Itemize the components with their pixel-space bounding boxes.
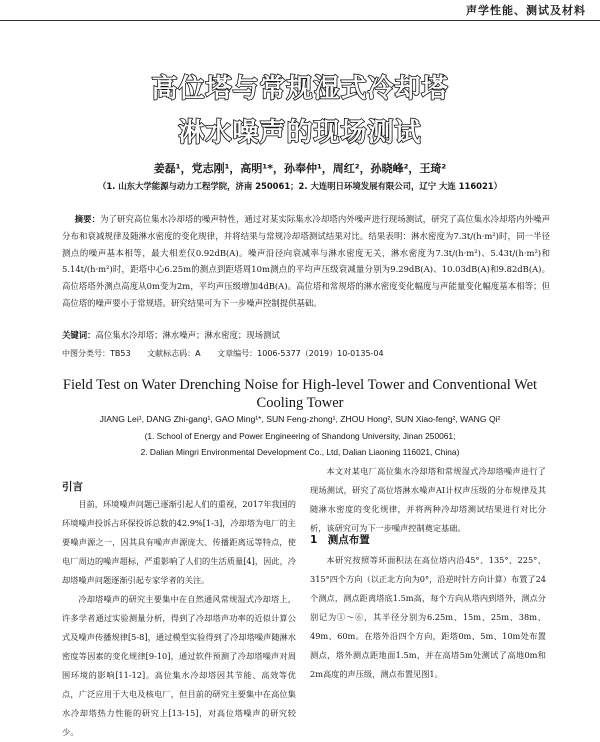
header-rule	[0, 20, 600, 21]
abstract-cn	[62, 211, 550, 312]
section1-heading: 1 测点布置	[310, 534, 370, 546]
keywords-cn	[62, 329, 280, 341]
abstract-text: 为了研究高位集水冷却塔的噪声特性，通过对某实际集水冷却塔内外噪声进行现场测试，研究了高位集水冷却塔内外噪声分布和衰减规律及随淋水密度的变化规律，并将结果与常规冷却塔测试结果对比。结果表明：淋水密度为7.3t/(h·m²)时，同一半径测点的噪声基本相等，最大相差仅0.92dB(A)。噪声沿径向衰减率与淋水密度无关，淋水密度为7.3t/(h·m²)、5.43t/(h·m²)和5.14t/(h·m²)时，距塔中心6.25m的测点到距塔周10m测点的平均声压级衰减量分别为9.29dB(A)、10.03dB(A)和9.82dB(A)。高位塔塔外测点高度从0m变为2m，平均声压级增加4dB(A)。高位塔和常规塔的淋水密度变化幅度与声能量变化幅度基本相等；但高位塔的噪声要小于常规塔。研究结果可为下一步噪声控制提供基础。	[62, 214, 551, 308]
title-cn-line1: 高位塔与常规湿式冷却塔	[151, 74, 449, 104]
classification-line	[62, 348, 398, 359]
authors-en: JIANG Lei¹, DANG Zhi-gang¹, GAO Ming¹*, SUN Feng-zhong¹, ZHOU Hong², SUN Xiao-feng², WANG Qi²	[99, 414, 501, 424]
clc-number: 中图分类号：TB53	[62, 349, 131, 358]
intro-body	[62, 495, 296, 737]
keywords-text: 高位集水冷却塔；淋水噪声；淋水密度；现场测试	[95, 330, 280, 340]
section1-body	[310, 551, 546, 723]
intro-paragraph-2: 冷却塔噪声的研究主要集中在自然通风常规湿式冷却塔上，许多学者通过实验测量分析，得到了冷却塔声功率的近似计算公式及噪声传播规律[5-8]，通过模型实验得到了冷却塔噪声随淋水密度等因素的变化规律[9-10]，通过软件预测了冷却塔噪声对周围环境的影响[11-12]。高位集水冷却塔因其节能、高效等优点，广泛应用于大电及核电厂，但目前的研究主要集中在高位集水冷却塔热力性能的研究上[13-15]，对高位塔噪声的研究较少。	[62, 594, 296, 737]
affiliation-en-1: (1. School of Energy and Power Engineering of Shandong University, Jinan 250061;	[144, 431, 456, 441]
right-column-intro	[310, 462, 546, 533]
abstract-label: 摘要：	[74, 214, 101, 224]
authors-cn: 姜磊¹，党志刚¹，高明¹*，孙奉仲¹，周红²，孙晓峰²，王琦²	[153, 162, 447, 175]
document-code: 文献标志码：A	[147, 349, 201, 358]
keywords-label: 关键词：	[62, 330, 96, 340]
running-header: 声学性能、测试及材料	[466, 4, 586, 17]
article-number: 文章编号：1006-5377（2019）10-0135-04	[217, 349, 384, 358]
title-en: Field Test on Water Drenching Noise for High-level Tower and Conventional Wet Cooling Tower	[62, 377, 538, 411]
right-paragraph-1: 本文对某电厂高位集水冷却塔和常规湿式冷却塔噪声进行了现场测试，研究了高位塔淋水噪声AI计权声压级的分布规律及其随淋水密度的变化规律，并将两种冷却塔测试结果进行对比分析，该研究可为下一步噪声控制奠定基础。	[310, 466, 546, 533]
intro-heading: 引言	[62, 481, 83, 493]
intro-paragraph-1: 目前，环境噪声问题已逐渐引起人们的重视，2017年我国的环境噪声投诉占环保投诉总数的42.9%[1-3]，冷却塔为电厂的主要噪声源之一，因其具有噪声声源庞大、传播距离远等特点，使电厂周边的噪声超标，严重影响了人们的生活质量[4]，因此，冷却塔噪声问题逐渐引起专家学者的关注。	[62, 499, 296, 585]
section1-paragraph: 本研究按照等环面积法在高位塔内沿45°、135°、225°、315°四个方向（以正北方向为0°，沿逆时针方向计算）布置了24个测点，测点距离塔底1.5m高，每个方向从塔内到塔外，测点分别记为①～⑥，其半径分别为6.25m、15m、25m、38m、49m、60m。在塔外沿四个方向，距塔0m、5m、10m处布置测点，塔外测点距地面1.5m，并在高塔5m处测试了高地0m和2m高度的声压级，测点布置见图1。	[310, 555, 546, 679]
affiliation-en-2: 2. Dalian Mingri Environmental Development Co., Ltd, Dalian Liaoning 116021, China)	[140, 447, 460, 457]
title-cn-line2: 淋水噪声的现场测试	[178, 118, 422, 148]
affiliations-cn: （1. 山东大学能源与动力工程学院，济南 250061；2. 大连明日环境发展有限公司，辽宁 大连 116021）	[97, 181, 503, 191]
